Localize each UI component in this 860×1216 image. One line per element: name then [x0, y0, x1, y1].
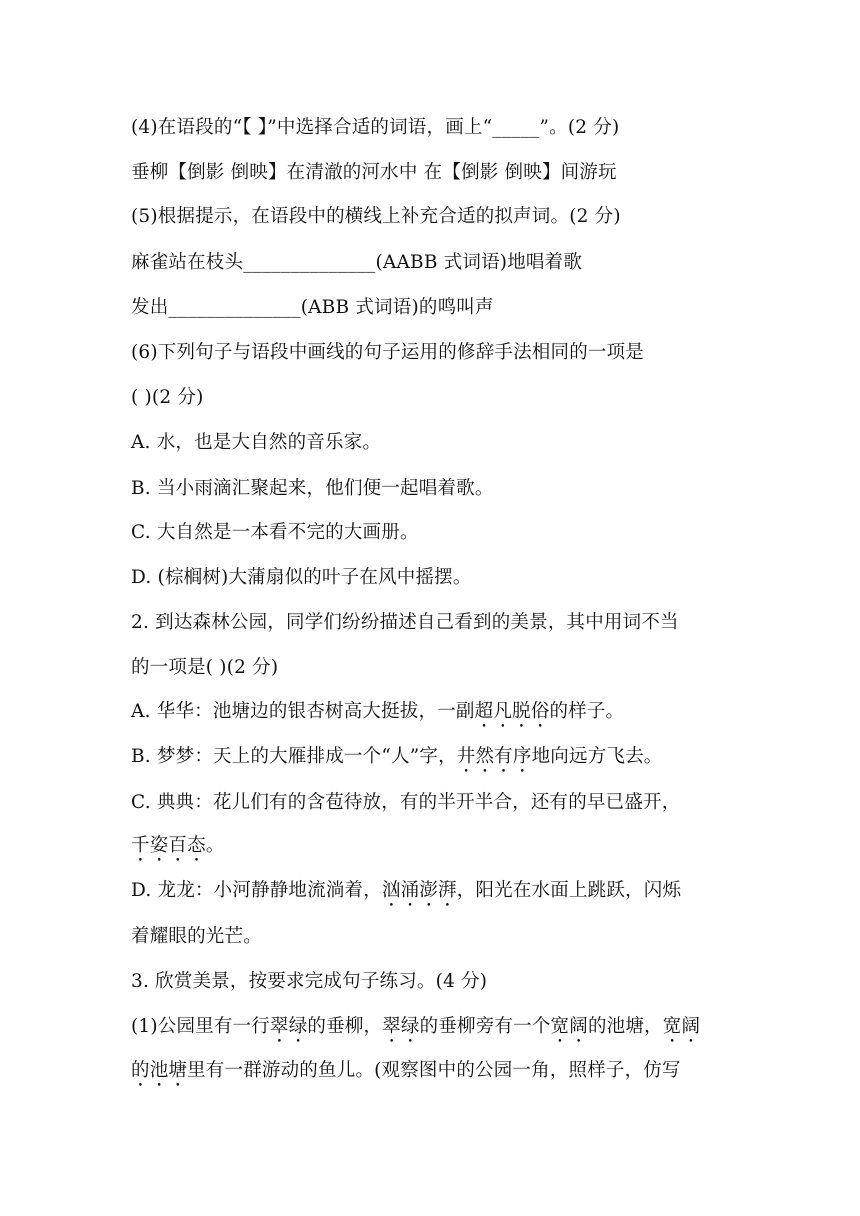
q2-option-d	[131, 879, 741, 911]
question-3-1-line-2	[131, 1059, 741, 1091]
emphasized-word: 千姿百态	[131, 835, 206, 856]
emphasized-word: 超凡脱俗	[474, 701, 550, 722]
text-segment: 的垂柳，	[307, 1016, 383, 1037]
text-segment: ，阳光在水面上跳跃，闪烁	[456, 880, 682, 901]
q2-option-c-cont	[131, 834, 741, 866]
emphasized-word: 井然有序	[456, 746, 532, 767]
question-4-prompt: (4)在语段的“【 】”中选择合适的词语，画上“_____”。(2 分)	[131, 117, 620, 138]
q2-option-d-cont: 着耀眼的光芒。	[131, 926, 262, 947]
question-6-answer-blank: ( )(2 分)	[131, 387, 204, 408]
text-segment: 的样子。	[549, 701, 625, 722]
emphasized-word: 的池塘	[131, 1060, 188, 1081]
emphasized-word: 汹涌澎湃	[381, 880, 457, 901]
question-5-line-2: 发出______________(ABB 式词语)的鸣叫声	[131, 297, 494, 318]
text-segment: B. 梦梦：天上的大雁排成一个“人”字，	[131, 746, 457, 767]
question-6-prompt: (6)下列句子与语段中画线的句子运用的修辞手法相同的一项是	[131, 342, 645, 363]
text-segment: 地向远方飞去。	[531, 746, 663, 767]
question-5-line-1: 麻雀站在枝头______________(AABB 式词语)地唱着歌	[131, 252, 583, 273]
text-segment: 里有一群游动的鱼儿。(观察图中的公园一角，照样子，仿写	[187, 1060, 681, 1081]
question-5-prompt: (5)根据提示，在语段中的横线上补充合适的拟声词。(2 分)	[131, 206, 621, 227]
option-c: C. 大自然是一本看不完的大画册。	[131, 522, 419, 543]
question-2-prompt: 2. 到达森林公园，同学们纷纷描述自己看到的美景，其中用词不当	[131, 612, 679, 633]
emphasized-word: 翠绿	[382, 1016, 420, 1037]
text-segment: (1)公园里有一行	[131, 1016, 271, 1037]
q2-option-b	[131, 745, 741, 777]
option-b: B. 当小雨滴汇聚起来，他们便一起唱着歌。	[131, 478, 494, 499]
text-segment: 。	[205, 835, 225, 856]
question-4-content: 垂柳【倒影 倒映】在清澈的河水中 在【倒影 倒映】间游玩	[131, 162, 617, 183]
text-segment: 的垂柳旁有一个	[419, 1016, 551, 1037]
emphasized-word: 宽阔	[550, 1016, 588, 1037]
question-3-prompt: 3. 欣赏美景，按要求完成句子练习。(4 分)	[131, 971, 488, 992]
option-d: D. (棕榈树)大蒲扇似的叶子在风中摇摆。	[131, 567, 472, 588]
q2-option-a	[131, 700, 741, 732]
option-a: A. 水，也是大自然的音乐家。	[131, 432, 382, 453]
text-segment: 的池塘，	[587, 1016, 663, 1037]
emphasized-word: 翠绿	[270, 1016, 308, 1037]
text-segment: D. 龙龙：小河静静地流淌着，	[131, 880, 382, 901]
q2-option-c: C. 典典：花儿们有的含苞待放，有的半开半合，还有的早已盛开，	[131, 792, 681, 813]
emphasized-word: 宽阔	[662, 1016, 701, 1037]
question-2-prompt-cont: 的一项是( )(2 分)	[131, 657, 279, 678]
text-segment: A. 华华：池塘边的银杏树高大挺拔，一副	[131, 701, 475, 722]
question-3-1-line-1	[131, 1015, 741, 1047]
